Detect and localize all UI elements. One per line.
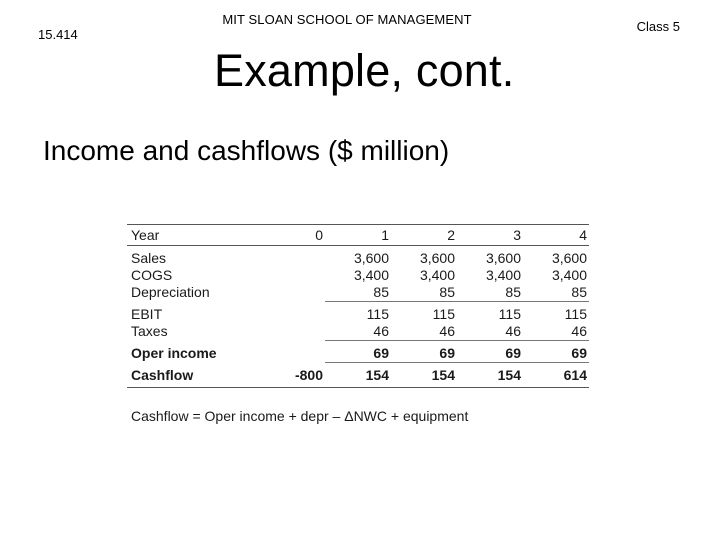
table-cell: 3,600 xyxy=(419,250,455,266)
table-row xyxy=(127,284,589,302)
table-cell: 46 xyxy=(457,323,523,341)
table-cell: 85 xyxy=(391,284,457,302)
row-label: EBIT xyxy=(131,305,163,322)
table-cell: 115 xyxy=(366,306,389,322)
table-cell: 115 xyxy=(564,306,587,322)
table-cell: 154 xyxy=(365,367,389,383)
row-label: Oper income xyxy=(131,345,217,361)
column-header: 2 xyxy=(447,227,455,243)
row-label: Taxes xyxy=(131,323,168,340)
table-cell: 3,400 xyxy=(485,267,521,283)
table-row xyxy=(127,341,589,363)
course-code: 15.414 xyxy=(38,27,78,42)
table-cell: 69 xyxy=(457,341,523,363)
column-header: 4 xyxy=(579,227,587,243)
table-cell: 46 xyxy=(523,323,589,341)
table-row xyxy=(127,323,589,341)
table-cell: 3,400 xyxy=(419,267,455,283)
table-cell: -800 xyxy=(294,366,323,383)
school-name-text: MIT SLOAN SCHOOL OF MANAGEMENT xyxy=(222,12,472,27)
table-cell: 3,400 xyxy=(551,267,587,283)
table-cell: 3,600 xyxy=(353,250,389,266)
table-cell: 69 xyxy=(523,341,589,363)
column-header: 1 xyxy=(381,227,389,243)
table-cell: 115 xyxy=(432,306,455,322)
table-cell: 85 xyxy=(325,284,391,302)
row-label: Depreciation xyxy=(131,284,210,301)
column-header: 3 xyxy=(513,227,521,243)
income-cashflow-table xyxy=(127,224,589,388)
table-cell: 3,400 xyxy=(353,267,389,283)
cashflow-formula: Cashflow = Oper income + depr – ΔNWC + equipment xyxy=(131,408,469,424)
slide-title: Example, cont. xyxy=(214,45,515,96)
table-cell: 69 xyxy=(325,341,391,363)
table-cell xyxy=(255,302,325,324)
table-cell: 69 xyxy=(391,341,457,363)
table-cell xyxy=(255,284,325,302)
table-row xyxy=(127,302,589,324)
table-row xyxy=(127,363,589,388)
table-cell: 614 xyxy=(563,367,587,383)
table-cell: 46 xyxy=(391,323,457,341)
table-cell xyxy=(255,323,325,341)
column-header: Year xyxy=(131,227,160,243)
row-label: Sales xyxy=(131,250,167,266)
slide-subtitle: Income and cashflows ($ million) xyxy=(43,135,450,166)
table-cell: 115 xyxy=(498,306,521,322)
column-header: 0 xyxy=(315,227,323,243)
table-cell: 3,600 xyxy=(485,250,521,266)
table-cell xyxy=(255,341,325,363)
table-cell: 154 xyxy=(431,367,455,383)
table-cell xyxy=(255,246,325,268)
table-cell: 85 xyxy=(523,284,589,302)
table-row xyxy=(127,246,589,268)
table-cell: 85 xyxy=(457,284,523,302)
table-header-row xyxy=(127,225,589,246)
class-label: Class 5 xyxy=(636,19,680,34)
row-label: COGS xyxy=(131,267,173,283)
table-row xyxy=(127,267,589,284)
row-label: Cashflow xyxy=(131,366,194,383)
table-cell: 3,600 xyxy=(551,250,587,266)
table-cell: 154 xyxy=(497,367,521,383)
table-cell: 46 xyxy=(325,323,391,341)
table-cell xyxy=(255,267,325,284)
school-name xyxy=(0,12,720,27)
